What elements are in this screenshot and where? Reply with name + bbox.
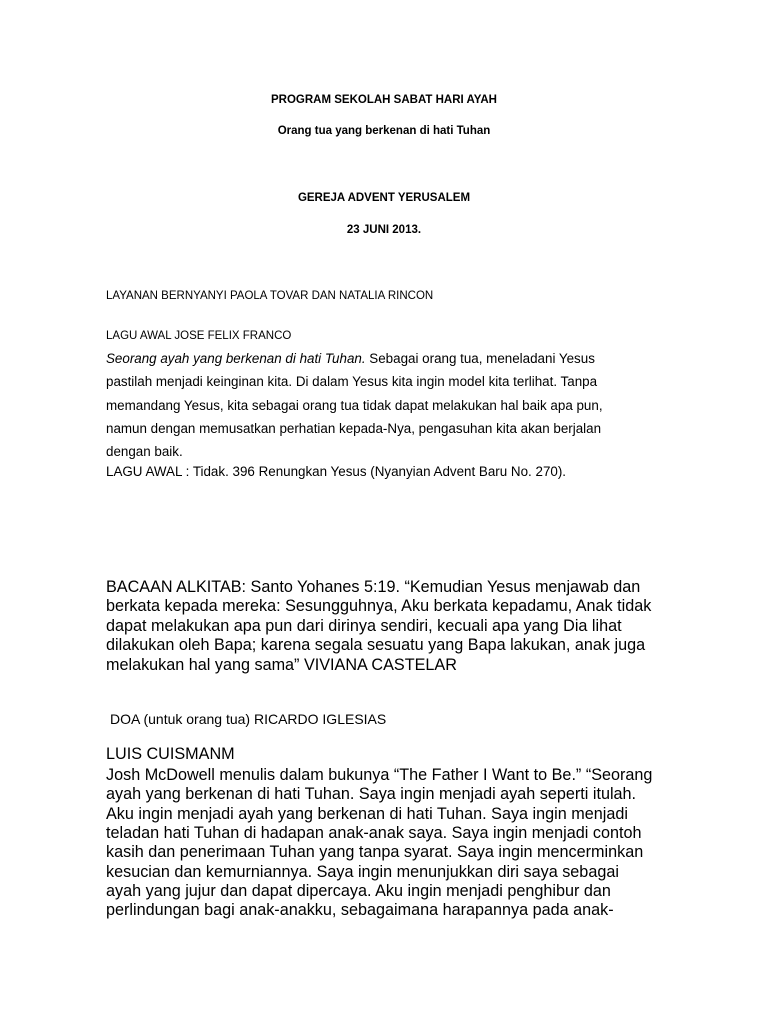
opening-song-line: LAGU AWAL : Tidak. 396 Renungkan Yesus (Nyanyian Advent Baru No. 270). — [106, 464, 567, 480]
luis-section-title: LUIS CUISMANM — [106, 745, 235, 763]
bible-reading — [106, 578, 666, 675]
singing-service-line: LAYANAN BERNYANYI PAOLA TOVAR DAN NATALIA RINCON — [106, 290, 434, 302]
intro-lead-italic: Seorang ayah yang berkenan di hati Tuhan. — [106, 351, 366, 366]
bible-line-4: dilakukan oleh Bapa; karena segala sesuatu yang Bapa lakukan, anak juga — [106, 636, 646, 655]
program-subtitle: Orang tua yang berkenan di hati Tuhan — [277, 125, 491, 137]
luis-line-7: ayah yang jujur dan dapat dipercaya. Aku ingin menjadi penghibur dan — [106, 882, 611, 901]
luis-line-2: ayah yang berkenan di hati Tuhan. Saya ingin menjadi ayah seperti itulah. — [106, 785, 637, 804]
luis-line-8: perlindungan bagi anak-anakku, sebagaimana harapannya pada anak- — [106, 901, 614, 920]
intro-line-3: memandang Yesus, kita sebagai orang tua tidak dapat melakukan hal baik apa pun, — [106, 397, 603, 413]
intro-line-2: pastilah menjadi keinginan kita. Di dalam Yesus kita ingin model kita terlihat. Tanpa — [106, 374, 598, 390]
luis-line-4: teladan hati Tuhan di hadapan anak-anak saya. Saya ingin menjadi contoh — [106, 824, 642, 843]
luis-line-5: kasih dan penerimaan Tuhan yang tanpa syarat. Saya ingin mencerminkan — [106, 843, 644, 862]
luis-line-6: kesucian dan kemurniannya. Saya ingin menunjukkan diri saya sebagai — [106, 862, 619, 881]
bible-line-1: BACAAN ALKITAB: Santo Yohanes 5:19. “Kemudian Yesus menjawab dan — [106, 578, 641, 596]
luis-line-3: Aku ingin menjadi ayah yang berkenan di hati Tuhan. Saya ingin menjadi — [106, 804, 628, 823]
event-date: 23 JUNI 2013. — [346, 224, 422, 236]
bible-line-5: melakukan hal yang sama” VIVIANA CASTELAR — [106, 655, 457, 674]
intro-line-1-rest: Sebagai orang tua, meneladani Yesus — [365, 351, 595, 366]
intro-paragraph — [106, 347, 666, 484]
intro-line-4: namun dengan memusatkan perhatian kepada-Nya, pengasuhan kita akan berjalan — [106, 420, 602, 436]
luis-paragraph — [106, 766, 666, 921]
bible-line-2: berkata kepada mereka: Sesungguhnya, Aku berkata kepadamu, Anak tidak — [106, 597, 652, 616]
intro-line-1 — [106, 347, 666, 370]
bible-line-3: dapat melakukan apa pun dari dirinya sendiri, kecuali apa yang Dia lihat — [106, 616, 622, 635]
intro-line-5: dengan baik. — [106, 444, 183, 460]
opening-song-heading: LAGU AWAL JOSE FELIX FRANCO — [106, 330, 292, 342]
church-name: GEREJA ADVENT YERUSALEM — [297, 192, 471, 204]
prayer-line: DOA (untuk orang tua) RICARDO IGLESIAS — [110, 711, 387, 727]
program-title: PROGRAM SEKOLAH SABAT HARI AYAH — [271, 94, 497, 106]
luis-line-1: Josh McDowell menulis dalam bukunya “The Father I Want to Be.” “Seorang — [106, 766, 653, 784]
